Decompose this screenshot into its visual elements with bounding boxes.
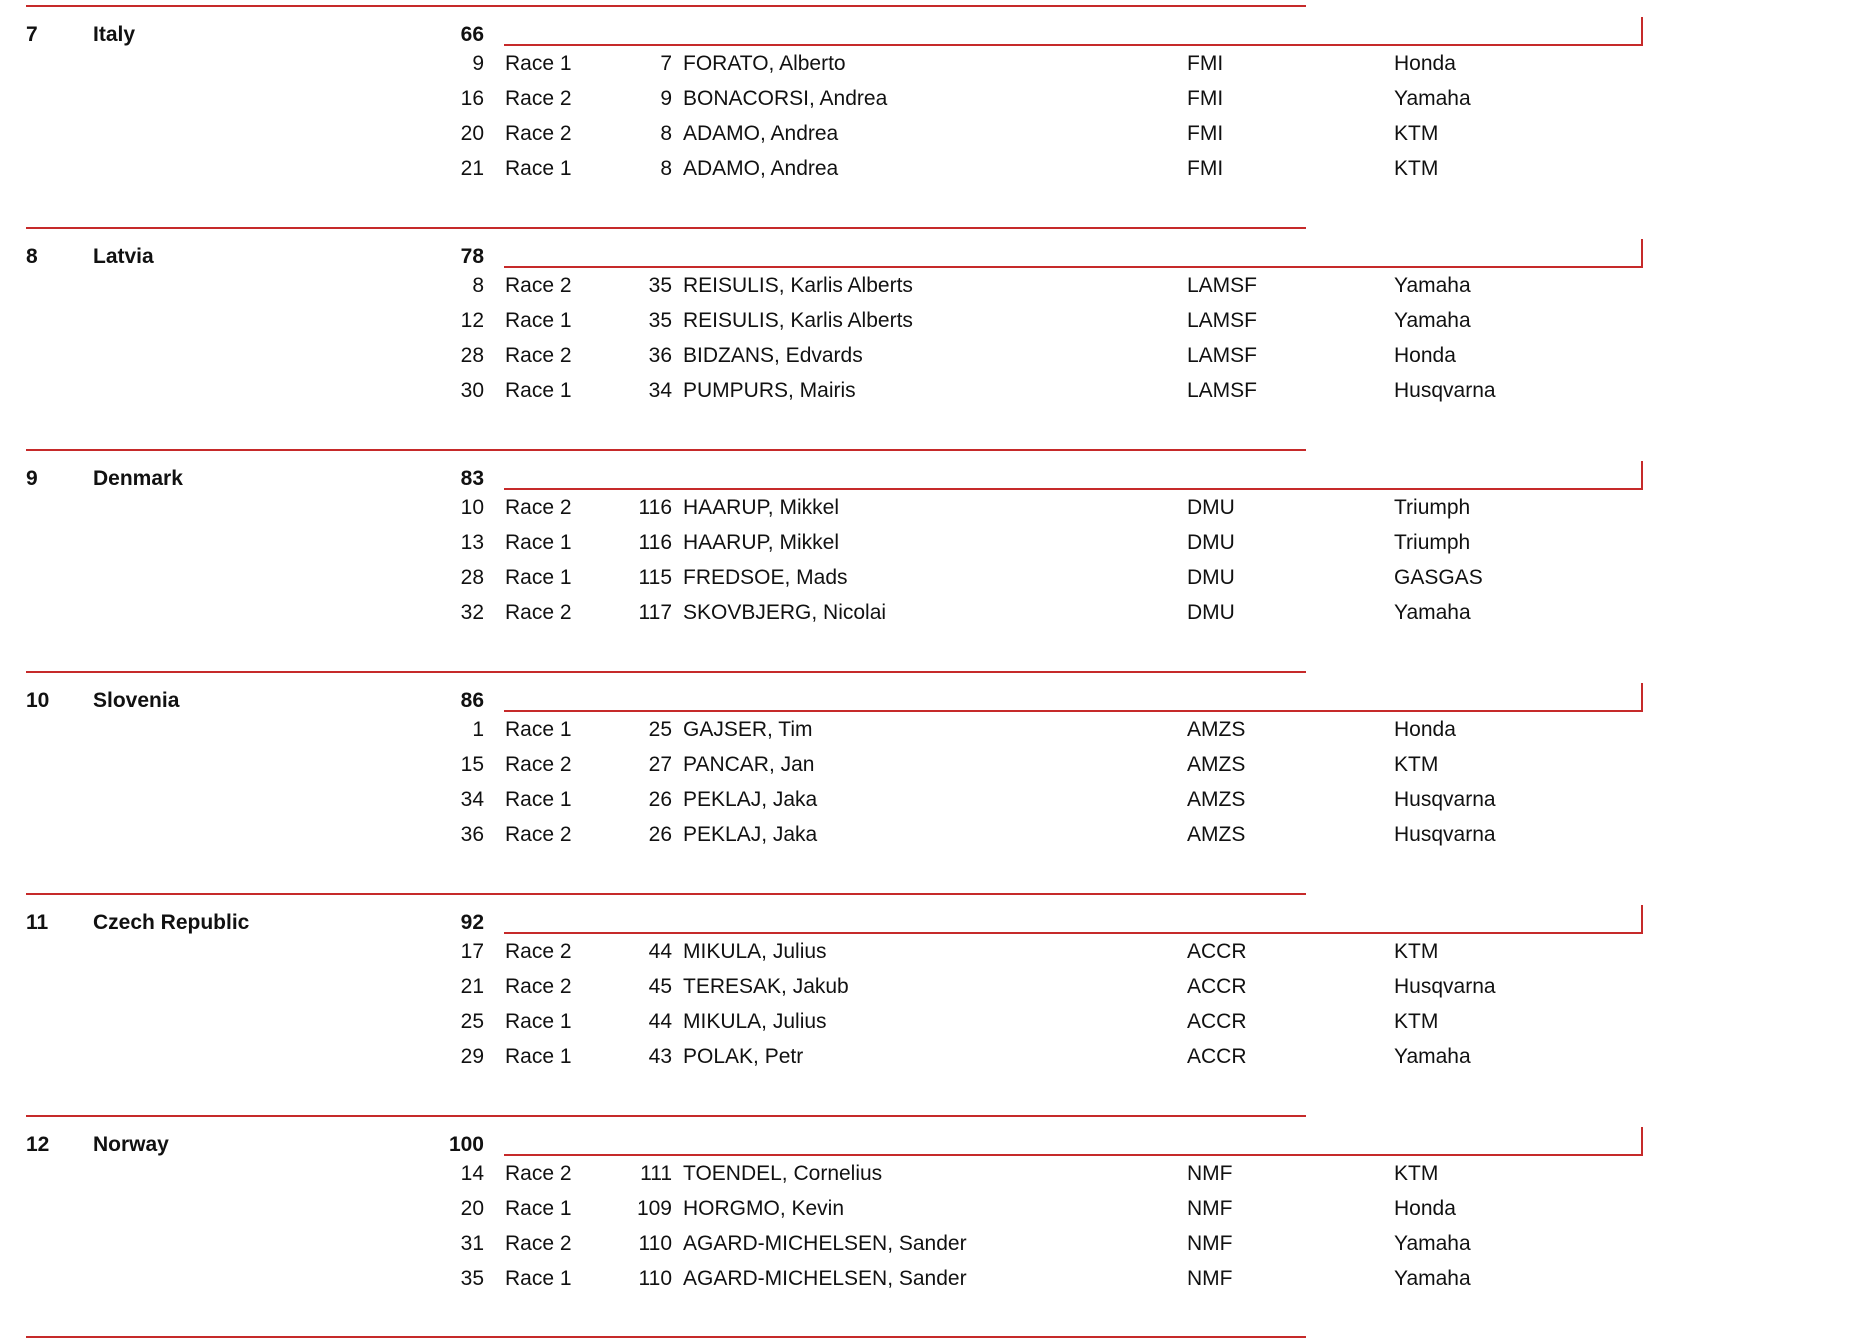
nation-group xyxy=(0,451,1856,673)
rider-number: 9 xyxy=(660,87,672,110)
rider-name: MIKULA, Julius xyxy=(683,940,827,963)
rider-name: BIDZANS, Edvards xyxy=(683,344,863,367)
rider-name: FREDSOE, Mads xyxy=(683,566,848,589)
rider-position: 28 xyxy=(460,566,484,589)
rider-federation: DMU xyxy=(1187,531,1235,554)
rider-federation: FMI xyxy=(1187,52,1224,75)
race-label: Race 1 xyxy=(505,718,572,741)
rider-number: 116 xyxy=(638,496,672,519)
rider-position: 17 xyxy=(460,940,484,963)
group-divider xyxy=(26,1336,1306,1338)
rider-position: 20 xyxy=(460,1197,484,1220)
rider-federation: AMZS xyxy=(1187,718,1246,741)
rider-row xyxy=(0,308,1856,343)
nation-group xyxy=(0,673,1856,895)
rider-federation: NMF xyxy=(1187,1267,1233,1290)
rider-name: GAJSER, Tim xyxy=(683,718,813,741)
rider-position: 1 xyxy=(472,718,484,741)
rider-position: 14 xyxy=(460,1162,484,1185)
rider-bike: Triumph xyxy=(1394,531,1471,554)
rider-name: HAARUP, Mikkel xyxy=(683,531,839,554)
rider-bike: Husqvarna xyxy=(1394,823,1496,846)
race-label: Race 2 xyxy=(505,87,572,110)
rider-name: AGARD-MICHELSEN, Sander xyxy=(683,1267,967,1290)
rider-row xyxy=(0,752,1856,787)
nation-name: Denmark xyxy=(93,467,183,490)
rider-federation: ACCR xyxy=(1187,940,1247,963)
rider-position: 12 xyxy=(460,309,484,332)
rider-number: 26 xyxy=(648,823,672,846)
riders-bracket-tick xyxy=(1641,1127,1643,1156)
rider-position: 34 xyxy=(460,788,484,811)
rider-position: 9 xyxy=(472,52,484,75)
rider-number: 35 xyxy=(648,274,672,297)
nation-name: Italy xyxy=(93,23,136,46)
rider-bike: GASGAS xyxy=(1394,566,1483,589)
rider-position: 28 xyxy=(460,344,484,367)
rider-number: 35 xyxy=(648,309,672,332)
nation-group xyxy=(0,7,1856,229)
race-label: Race 1 xyxy=(505,788,572,811)
rider-number: 44 xyxy=(648,940,672,963)
rider-name: PEKLAJ, Jaka xyxy=(683,823,818,846)
rider-number: 110 xyxy=(638,1267,672,1290)
rider-row xyxy=(0,1266,1856,1301)
rider-name: TOENDEL, Cornelius xyxy=(683,1162,883,1185)
race-label: Race 2 xyxy=(505,601,572,624)
rider-name: PUMPURS, Mairis xyxy=(683,379,856,402)
rider-name: ADAMO, Andrea xyxy=(683,122,839,145)
group-divider xyxy=(26,1115,1306,1117)
rider-federation: AMZS xyxy=(1187,788,1246,811)
rider-number: 8 xyxy=(660,122,672,145)
rider-position: 8 xyxy=(472,274,484,297)
rider-number: 7 xyxy=(660,52,672,75)
rider-row xyxy=(0,273,1856,308)
race-label: Race 2 xyxy=(505,823,572,846)
rider-row xyxy=(0,787,1856,822)
nation-position: 12 xyxy=(26,1133,50,1156)
rider-row xyxy=(0,530,1856,565)
rider-name: ADAMO, Andrea xyxy=(683,157,839,180)
rider-position: 20 xyxy=(460,122,484,145)
group-divider xyxy=(26,893,1306,895)
rider-federation: ACCR xyxy=(1187,975,1247,998)
race-label: Race 2 xyxy=(505,496,572,519)
rider-federation: LAMSF xyxy=(1187,379,1258,402)
race-label: Race 1 xyxy=(505,309,572,332)
rider-number: 117 xyxy=(638,601,672,624)
rider-row xyxy=(0,156,1856,191)
group-divider xyxy=(26,449,1306,451)
riders-bracket-line xyxy=(504,488,1643,490)
rider-federation: NMF xyxy=(1187,1232,1233,1255)
nation-position: 9 xyxy=(26,467,38,490)
rider-name: PEKLAJ, Jaka xyxy=(683,788,818,811)
nation-group xyxy=(0,895,1856,1117)
rider-number: 110 xyxy=(638,1232,672,1255)
rider-bike: Yamaha xyxy=(1394,87,1471,110)
rider-name: TERESAK, Jakub xyxy=(683,975,849,998)
rider-row xyxy=(0,822,1856,857)
rider-row xyxy=(0,1009,1856,1044)
race-label: Race 1 xyxy=(505,566,572,589)
nation-position: 8 xyxy=(26,245,38,268)
race-label: Race 2 xyxy=(505,1162,572,1185)
rider-bike: Husqvarna xyxy=(1394,788,1496,811)
rider-position: 32 xyxy=(460,601,484,624)
rider-bike: Yamaha xyxy=(1394,601,1471,624)
rider-bike: Yamaha xyxy=(1394,1045,1471,1068)
rider-row xyxy=(0,717,1856,752)
rider-federation: AMZS xyxy=(1187,823,1246,846)
race-label: Race 1 xyxy=(505,531,572,554)
rider-federation: ACCR xyxy=(1187,1045,1247,1068)
rider-bike: Honda xyxy=(1394,1197,1456,1220)
rider-name: AGARD-MICHELSEN, Sander xyxy=(683,1232,967,1255)
rider-position: 29 xyxy=(460,1045,484,1068)
rider-position: 10 xyxy=(460,496,484,519)
rider-name: HAARUP, Mikkel xyxy=(683,496,839,519)
nation-total-points: 100 xyxy=(448,1133,484,1156)
rider-number: 116 xyxy=(638,531,672,554)
rider-bike: Husqvarna xyxy=(1394,975,1496,998)
rider-federation: LAMSF xyxy=(1187,344,1258,367)
nation-group xyxy=(0,1117,1856,1339)
rider-number: 115 xyxy=(638,566,672,589)
rider-name: PANCAR, Jan xyxy=(683,753,815,776)
rider-row xyxy=(0,51,1856,86)
rider-position: 15 xyxy=(460,753,484,776)
riders-bracket-tick xyxy=(1641,239,1643,268)
rider-number: 111 xyxy=(640,1162,672,1185)
rider-name: REISULIS, Karlis Alberts xyxy=(683,274,913,297)
rider-bike: Honda xyxy=(1394,718,1456,741)
rider-bike: KTM xyxy=(1394,753,1439,776)
group-divider xyxy=(26,227,1306,229)
race-label: Race 2 xyxy=(505,753,572,776)
riders-bracket-tick xyxy=(1641,17,1643,46)
rider-number: 26 xyxy=(648,788,672,811)
rider-federation: DMU xyxy=(1187,566,1235,589)
race-label: Race 2 xyxy=(505,940,572,963)
riders-bracket-line xyxy=(504,932,1643,934)
nation-name: Slovenia xyxy=(93,689,180,712)
nation-total-points: 66 xyxy=(460,23,484,46)
race-label: Race 1 xyxy=(505,157,572,180)
rider-federation: FMI xyxy=(1187,122,1224,145)
race-label: Race 2 xyxy=(505,274,572,297)
rider-row xyxy=(0,378,1856,413)
rider-number: 109 xyxy=(636,1197,672,1220)
rider-row xyxy=(0,1196,1856,1231)
rider-row xyxy=(0,1161,1856,1196)
rider-row xyxy=(0,600,1856,635)
rider-federation: LAMSF xyxy=(1187,309,1258,332)
nation-position: 7 xyxy=(26,23,38,46)
rider-number: 34 xyxy=(648,379,672,402)
riders-bracket-line xyxy=(504,44,1643,46)
race-label: Race 1 xyxy=(505,379,572,402)
rider-bike: Yamaha xyxy=(1394,309,1471,332)
rider-number: 8 xyxy=(660,157,672,180)
rider-federation: FMI xyxy=(1187,87,1224,110)
rider-number: 25 xyxy=(648,718,672,741)
nation-name: Latvia xyxy=(93,245,154,268)
riders-bracket-line xyxy=(504,710,1643,712)
race-label: Race 1 xyxy=(505,1010,572,1033)
rider-federation: LAMSF xyxy=(1187,274,1258,297)
rider-row xyxy=(0,86,1856,121)
rider-position: 16 xyxy=(460,87,484,110)
rider-number: 45 xyxy=(648,975,672,998)
rider-number: 27 xyxy=(648,753,672,776)
riders-bracket-tick xyxy=(1641,461,1643,490)
race-label: Race 2 xyxy=(505,1232,572,1255)
nation-position: 11 xyxy=(26,911,49,934)
nation-name: Czech Republic xyxy=(93,911,250,934)
rider-row xyxy=(0,1044,1856,1079)
rider-federation: ACCR xyxy=(1187,1010,1247,1033)
rider-name: BONACORSI, Andrea xyxy=(683,87,888,110)
rider-number: 43 xyxy=(648,1045,672,1068)
rider-federation: NMF xyxy=(1187,1197,1233,1220)
race-label: Race 1 xyxy=(505,1045,572,1068)
nation-total-points: 86 xyxy=(460,689,484,712)
nation-group xyxy=(0,229,1856,451)
rider-row xyxy=(0,495,1856,530)
rider-bike: Yamaha xyxy=(1394,1232,1471,1255)
nation-name: Norway xyxy=(93,1133,169,1156)
rider-bike: KTM xyxy=(1394,940,1439,963)
rider-bike: KTM xyxy=(1394,157,1439,180)
rider-bike: Honda xyxy=(1394,344,1456,367)
rider-name: HORGMO, Kevin xyxy=(683,1197,845,1220)
rider-federation: NMF xyxy=(1187,1162,1233,1185)
race-label: Race 2 xyxy=(505,344,572,367)
rider-position: 36 xyxy=(460,823,484,846)
rider-bike: KTM xyxy=(1394,1162,1439,1185)
group-divider xyxy=(26,5,1306,7)
rider-name: REISULIS, Karlis Alberts xyxy=(683,309,913,332)
nation-total-points: 83 xyxy=(460,467,484,490)
nation-position: 10 xyxy=(26,689,50,712)
riders-bracket-line xyxy=(504,266,1643,268)
riders-bracket-line xyxy=(504,1154,1643,1156)
group-divider xyxy=(26,671,1306,673)
rider-position: 30 xyxy=(460,379,484,402)
rider-row xyxy=(0,1231,1856,1266)
rider-position: 25 xyxy=(460,1010,484,1033)
race-label: Race 1 xyxy=(505,1197,572,1220)
rider-bike: Yamaha xyxy=(1394,1267,1471,1290)
nation-total-points: 92 xyxy=(460,911,484,934)
rider-name: MIKULA, Julius xyxy=(683,1010,827,1033)
rider-row xyxy=(0,974,1856,1009)
race-label: Race 2 xyxy=(505,975,572,998)
rider-row xyxy=(0,565,1856,600)
rider-row xyxy=(0,343,1856,378)
rider-position: 35 xyxy=(460,1267,484,1290)
rider-bike: Yamaha xyxy=(1394,274,1471,297)
rider-bike: Triumph xyxy=(1394,496,1471,519)
rider-federation: DMU xyxy=(1187,601,1235,624)
rider-federation: DMU xyxy=(1187,496,1235,519)
rider-number: 44 xyxy=(648,1010,672,1033)
riders-bracket-tick xyxy=(1641,683,1643,712)
rider-number: 36 xyxy=(648,344,672,367)
race-label: Race 1 xyxy=(505,52,572,75)
rider-federation: FMI xyxy=(1187,157,1224,180)
rider-row xyxy=(0,121,1856,156)
rider-bike: KTM xyxy=(1394,1010,1439,1033)
rider-position: 21 xyxy=(460,157,484,180)
rider-name: FORATO, Alberto xyxy=(683,52,846,75)
race-label: Race 2 xyxy=(505,122,572,145)
rider-federation: AMZS xyxy=(1187,753,1246,776)
rider-name: SKOVBJERG, Nicolai xyxy=(683,601,887,624)
rider-name: POLAK, Petr xyxy=(683,1045,804,1068)
race-label: Race 1 xyxy=(505,1267,572,1290)
rider-position: 31 xyxy=(460,1232,484,1255)
nation-total-points: 78 xyxy=(460,245,484,268)
riders-bracket-tick xyxy=(1641,905,1643,934)
rider-bike: Husqvarna xyxy=(1394,379,1496,402)
rider-bike: Honda xyxy=(1394,52,1456,75)
rider-position: 21 xyxy=(460,975,484,998)
rider-row xyxy=(0,939,1856,974)
rider-position: 13 xyxy=(460,531,484,554)
rider-bike: KTM xyxy=(1394,122,1439,145)
